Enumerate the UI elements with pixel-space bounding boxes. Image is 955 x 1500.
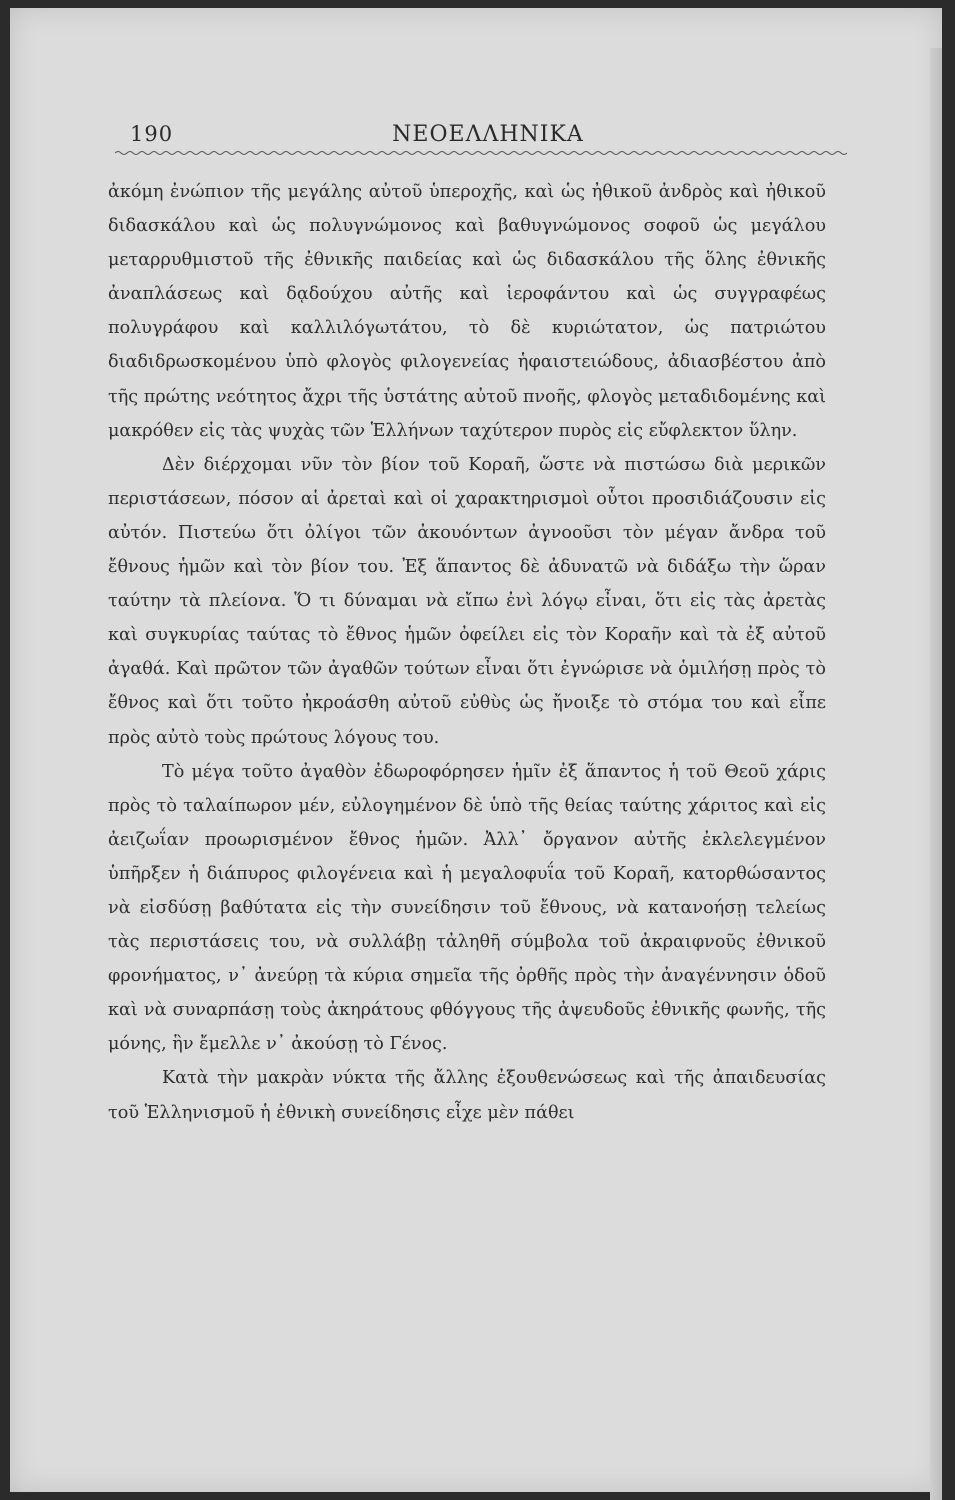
page-edge — [930, 48, 942, 1500]
wavy-rule-divider — [115, 148, 850, 158]
paragraph-2: Δὲν διέρχομαι νῦν τὸν βίον τοῦ Κοραῆ, ὥστε νὰ πιστώσω διὰ μερικῶν περιστάσεων, πόσον αἱ ἀρεταὶ καὶ οἱ χαρακτηρισμοὶ οὗτοι προσιδιάζουσιν εἰς αὐτόν. Πιστεύω ὅτι ὀλίγοι τῶν ἀκουόντων ἀγνοοῦσι τὸν μέγαν ἄνδρα τοῦ ἔθνους ἡμῶν καὶ τὸν βίον του. Ἐξ ἅπαντος δὲ ἀδυνατῶ νὰ διδάξω τὴν ὥραν ταύτην τὰ πλείονα. Ὅ τι δύναμαι νὰ εἴπω ἐνὶ λόγῳ εἶναι, ὅτι εἰς τὰς ἀρετὰς καὶ συγκυρίας ταύτας τὸ ἔθνος ἡμῶν ὀφείλει εἰς τὸν Κοραῆν καὶ τὰ ἐξ αὐτοῦ ἀγαθά. Καὶ πρῶτον τῶν ἀγαθῶν τούτων εἶναι ὅτι ἐγνώρισε νὰ ὁμιλήσῃ πρὸς τὸ ἔθνος καὶ ὅτι τοῦτο ἠκροάσθη αὐτοῦ εὐθὺς ὡς ἤνοιξε τὸ στόμα του καὶ εἶπε πρὸς αὐτὸ τοὺς πρώτους λόγους του. — [108, 454, 826, 748]
body-text — [108, 175, 826, 1130]
paragraph-3: Τὸ μέγα τοῦτο ἀγαθὸν ἐδωροφόρησεν ἡμῖν ἐξ ἅπαντος ἡ τοῦ Θεοῦ χάρις πρὸς τὸ ταλαίπωρον μέν, εὐλογημένον δὲ ὑπὸ τῆς θείας ταύτης χάριτος καὶ εἰς ἀειζωΐαν προωρισμένον ἔθνος ἡμῶν. Ἀλλ᾽ ὄργανον αὐτῆς ἐκλελεγμένον ὑπῆρξεν ἡ διάπυρος φιλογένεια καὶ ἡ μεγαλοφυΐα τοῦ Κοραῆ, κατορθώσαντος νὰ εἰσδύσῃ βαθύτατα εἰς τὴν συνείδησιν τοῦ ἔθνους, νὰ κατανοήσῃ τελείως τὰς περιστάσεις του, νὰ συλλάβῃ τἀληθῆ σύμβολα τοῦ ἀκραιφνοῦς ἐθνικοῦ φρονήματος, ν᾽ ἀνεύρῃ τὰ κύρια σημεῖα τῆς ὀρθῆς πρὸς τὴν ἀναγέννησιν ὁδοῦ καὶ νὰ συναρπάσῃ τοὺς ἀκηράτους φθόγγους τῆς ἀψευδοῦς ἐθνικῆς φωνῆς, τῆς μόνης, ἣν ἔμελλε ν᾽ ἀκούσῃ τὸ Γένος. — [108, 761, 826, 1055]
running-title: ΝΕΟΕΛΛΗΝΙΚΑ — [392, 122, 584, 147]
paragraph-4: Κατὰ τὴν μακρὰν νύκτα τῆς ἄλλης ἐξουθενώσεως καὶ τῆς ἀπαιδευσίας τοῦ Ἑλληνισμοῦ ἡ ἐθνικὴ συνείδησις εἶχε μὲν πάθει — [108, 1068, 826, 1123]
page-number: 190 — [130, 122, 174, 146]
paragraph-1: ἀκόμη ἐνώπιον τῆς μεγάλης αὐτοῦ ὑπεροχῆς, καὶ ὡς ἠθικοῦ ἀνδρὸς καὶ ἠθικοῦ διδασκάλου καὶ ὡς πολυγνώμονος καὶ βαθυγνώμονος σοφοῦ ὡς μεγάλου μεταρρυθμιστοῦ τῆς ἐθνικῆς παιδείας καὶ ὡς διδασκάλου τῆς ὅλης ἐθνικῆς ἀναπλάσεως καὶ δᾳδούχου αὐτῆς καὶ ἱεροφάντου καὶ ὡς συγγραφέως πολυγράφου καὶ καλλιλόγωτάτου, τὸ δὲ κυριώτατον, ὡς πατριώτου διαδιδρωσκομένου ὑπὸ φλογὸς φιλογενείας ἡφαιστειώδους, ἀδιασβέστου ἀπὸ τῆς πρώτης νεότητος ἄχρι τῆς ὑστάτης αὐτοῦ πνοῆς, φλογὸς μεταδιδομένης καὶ μακρόθεν εἰς τὰς ψυχὰς τῶν Ἑλλήνων ταχύτερον πυρὸς εἰς εὔφλεκτον ὕλην. — [108, 182, 826, 441]
